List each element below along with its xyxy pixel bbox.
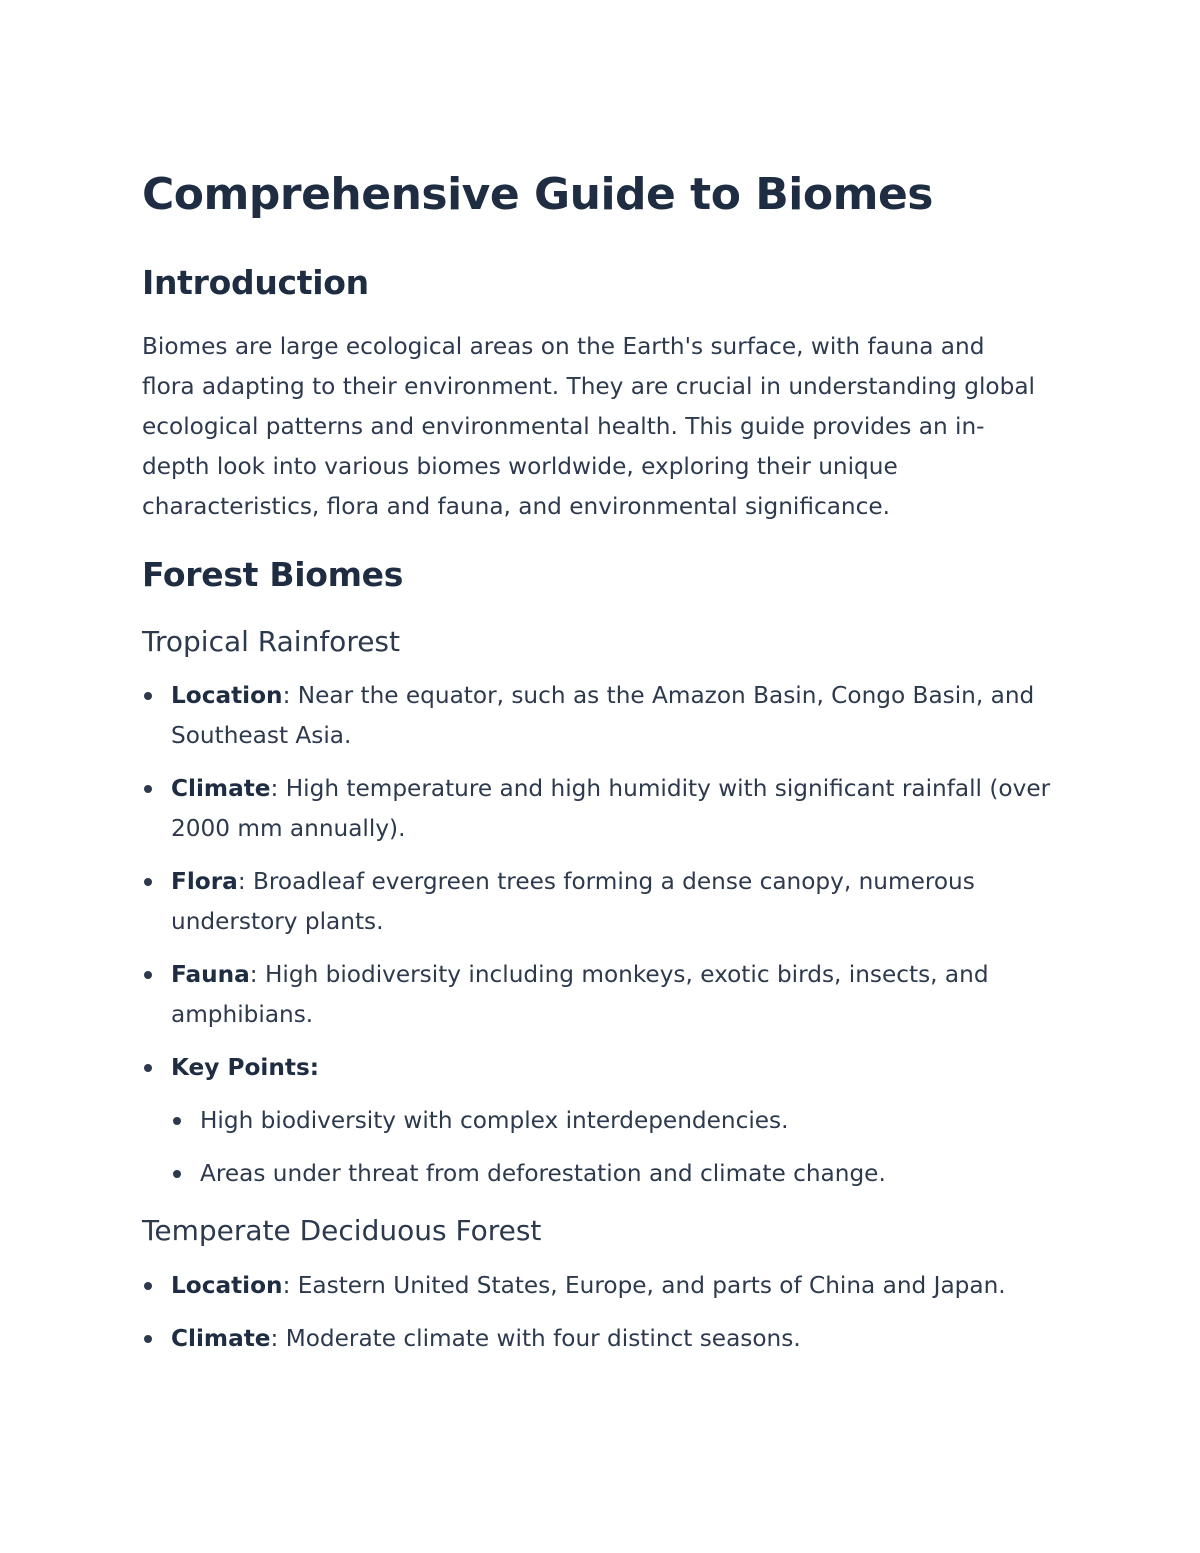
list-item: Climate: High temperature and high humidity with significant rainfall (over 2000 mm annually). (142, 769, 1072, 849)
bullet-icon (144, 1282, 152, 1290)
intro-paragraph: Biomes are large ecological areas on the Earth's surface, with fauna and flora adapting to their environment. They are crucial in understanding global ecological patterns and environmental health. This guide provides an in-depth look into various biomes worldwide, exploring their unique characteristics, flora and fauna, and environmental significance. (142, 333, 1035, 520)
key-points-label: Key Points: (171, 1054, 320, 1081)
item-text: High biodiversity including monkeys, exotic birds, insects, and amphibians. (171, 961, 989, 1028)
bullet-icon (173, 1170, 181, 1178)
list-item (171, 1101, 1072, 1141)
item-label: Climate (171, 775, 271, 802)
item-label: Climate (171, 1325, 271, 1352)
list-item: Flora: Broadleaf evergreen trees forming a dense canopy, numerous understory plants. (142, 862, 1072, 942)
item-text: High biodiversity with complex interdependencies. (200, 1107, 789, 1134)
temperate-forest-list (142, 1266, 1072, 1359)
bullet-icon (144, 1335, 152, 1343)
list-item (171, 1154, 1072, 1194)
document-page (142, 165, 1072, 1359)
bullet-icon (144, 1064, 152, 1072)
list-item: Location: Eastern United States, Europe, and parts of China and Japan. (142, 1266, 1072, 1306)
item-label: Flora (171, 868, 238, 895)
subsection-heading-tropical-rainforest: Tropical Rainforest (142, 625, 401, 658)
subsection-heading-temperate-deciduous-forest: Temperate Deciduous Forest (142, 1214, 542, 1247)
bullet-icon (173, 1117, 181, 1125)
section-heading-introduction: Introduction (142, 263, 369, 302)
key-points-list (171, 1101, 1072, 1194)
bullet-icon (144, 878, 152, 886)
item-text: Broadleaf evergreen trees forming a dense canopy, numerous understory plants. (171, 868, 975, 935)
item-text: Near the equator, such as the Amazon Basin, Congo Basin, and Southeast Asia. (171, 682, 1035, 749)
section-heading-forest-biomes: Forest Biomes (142, 555, 404, 594)
list-item: Location: Near the equator, such as the Amazon Basin, Congo Basin, and Southeast Asia. (142, 676, 1072, 756)
item-text: Moderate climate with four distinct seasons. (278, 1325, 801, 1352)
bullet-icon (144, 971, 152, 979)
list-item-key-points (142, 1048, 1072, 1194)
list-item: Fauna: High biodiversity including monkeys, exotic birds, insects, and amphibians. (142, 955, 1072, 1035)
bullet-icon (144, 692, 152, 700)
tropical-rainforest-list (142, 676, 1072, 1194)
item-text: Eastern United States, Europe, and parts of China and Japan. (290, 1272, 1006, 1299)
item-label: Location (171, 682, 283, 709)
list-item: Climate: Moderate climate with four distinct seasons. (142, 1319, 1072, 1359)
item-label: Fauna (171, 961, 250, 988)
page-title: Comprehensive Guide to Biomes (142, 169, 933, 220)
item-text: High temperature and high humidity with significant rainfall (over 2000 mm annually). (171, 775, 1051, 842)
item-label: Location (171, 1272, 283, 1299)
bullet-icon (144, 785, 152, 793)
item-text: Areas under threat from deforestation and climate change. (200, 1160, 886, 1187)
